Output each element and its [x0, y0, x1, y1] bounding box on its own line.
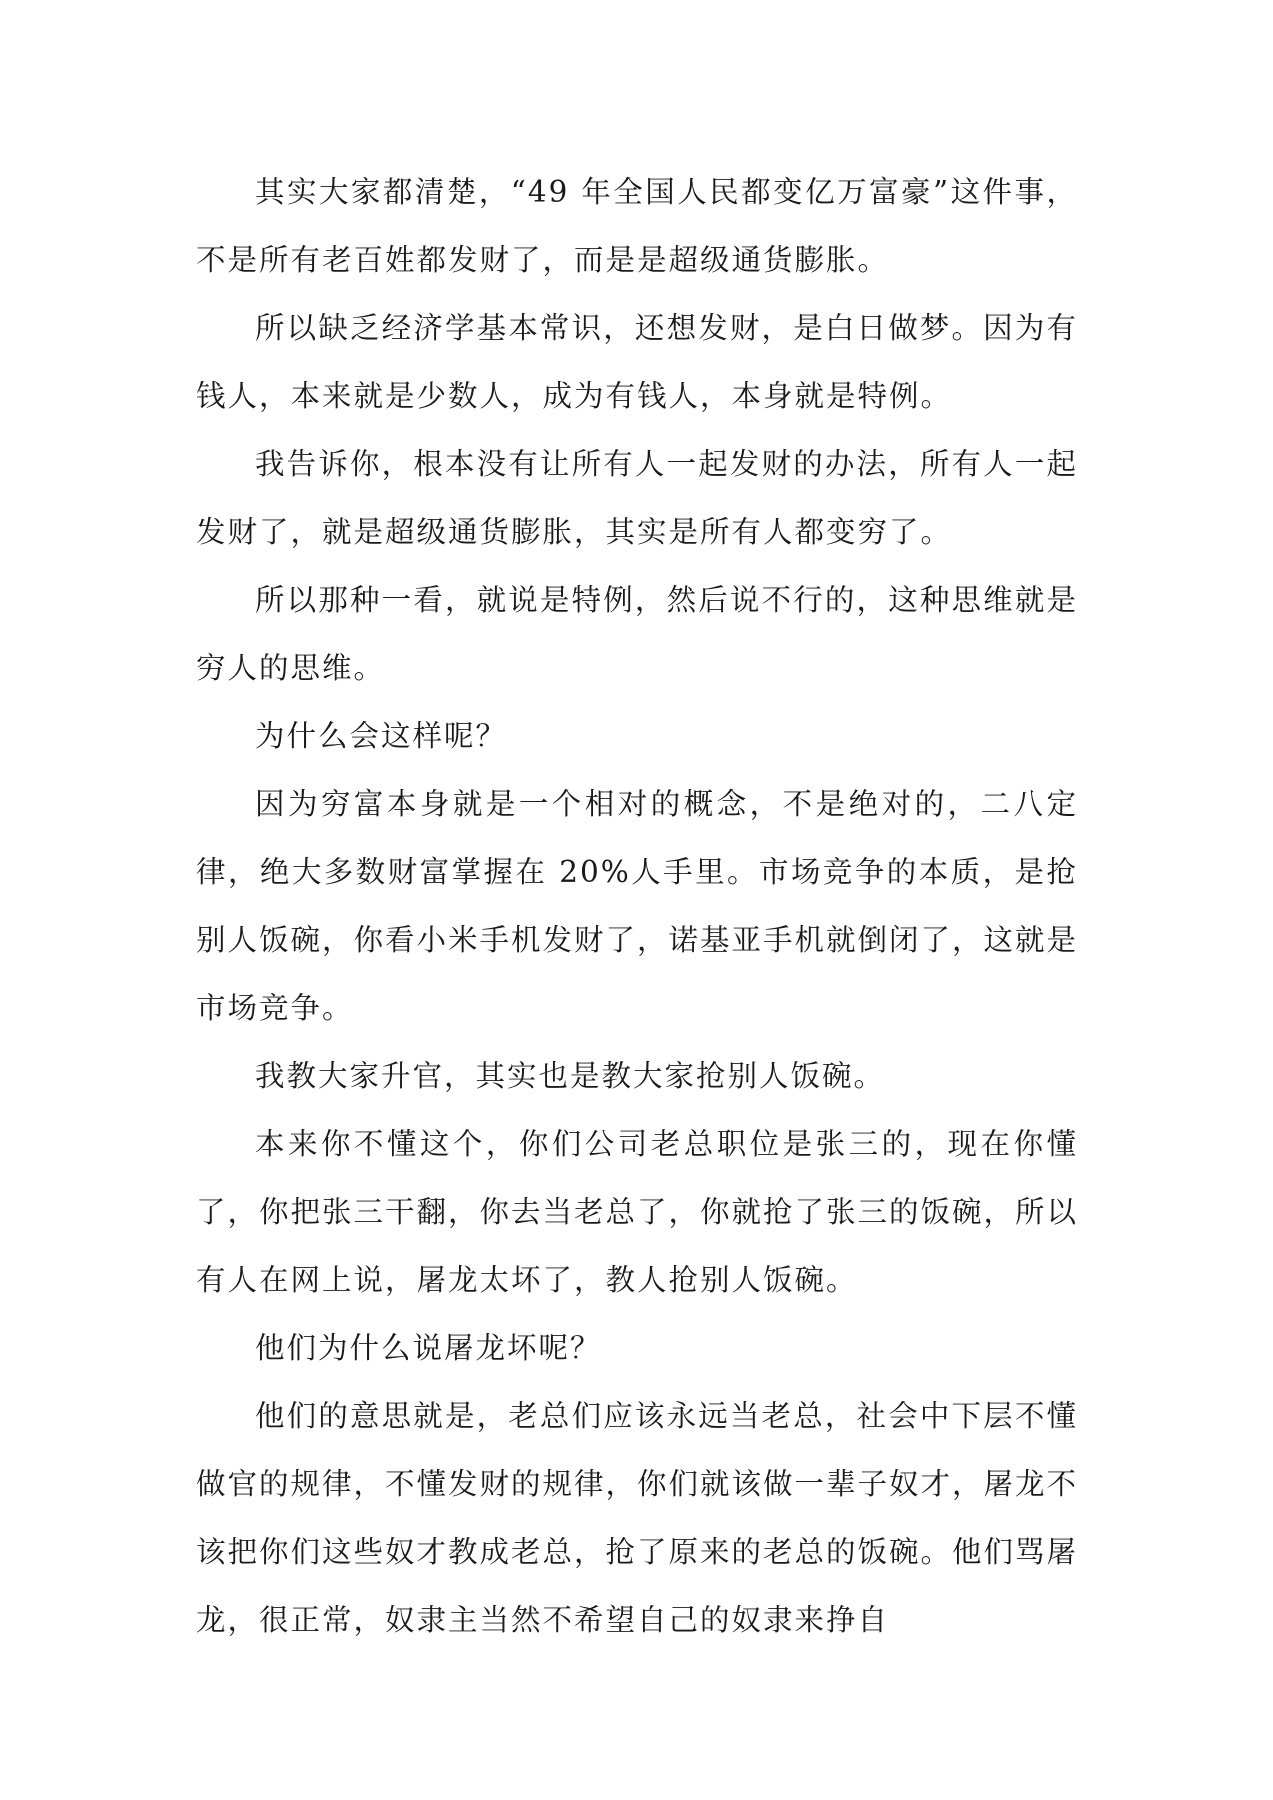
paragraph: 其实大家都清楚，“49 年全国人民都变亿万富豪”这件事，不是所有老百姓都发财了，而是是超级通货膨胀。	[196, 175, 1078, 277]
paragraph: 为什么会这样呢？	[255, 719, 508, 753]
paragraph: 所以那种一看，就说是特例，然后说不行的，这种思维就是穷人的思维。	[196, 583, 1078, 685]
paragraph: 本来你不懂这个，你们公司老总职位是张三的，现在你懂了，你把张三干翻，你去当老总了，你就抢了张三的饭碗，所以有人在网上说，屠龙太坏了，教人抢别人饭碗。	[196, 1127, 1079, 1297]
paragraph: 他们为什么说屠龙坏呢？	[255, 1331, 602, 1365]
paragraph: 所以缺乏经济学基本常识，还想发财，是白日做梦。因为有钱人，本来就是少数人，成为有钱人，本身就是特例。	[196, 311, 1078, 413]
paragraph: 因为穷富本身就是一个相对的概念，不是绝对的，二八定律，绝大多数财富掌握在 20%人手里。市场竞争的本质，是抢别人饭碗，你看小米手机发财了，诺基亚手机就倒闭了，这就是市场竞争。	[196, 787, 1079, 1025]
paragraph: 他们的意思就是，老总们应该永远当老总，社会中下层不懂做官的规律，不懂发财的规律，你们就该做一辈子奴才，屠龙不该把你们这些奴才教成老总，抢了原来的老总的饭碗。他们骂屠龙，很正常，奴隶主当然不希望自己的奴隶来挣自	[196, 1399, 1079, 1637]
paragraph: 我告诉你，根本没有让所有人一起发财的办法，所有人一起发财了，就是超级通货膨胀，其实是所有人都变穷了。	[196, 447, 1078, 549]
document-body	[196, 158, 1078, 1654]
paragraph: 我教大家升官，其实也是教大家抢别人饭碗。	[255, 1059, 886, 1093]
